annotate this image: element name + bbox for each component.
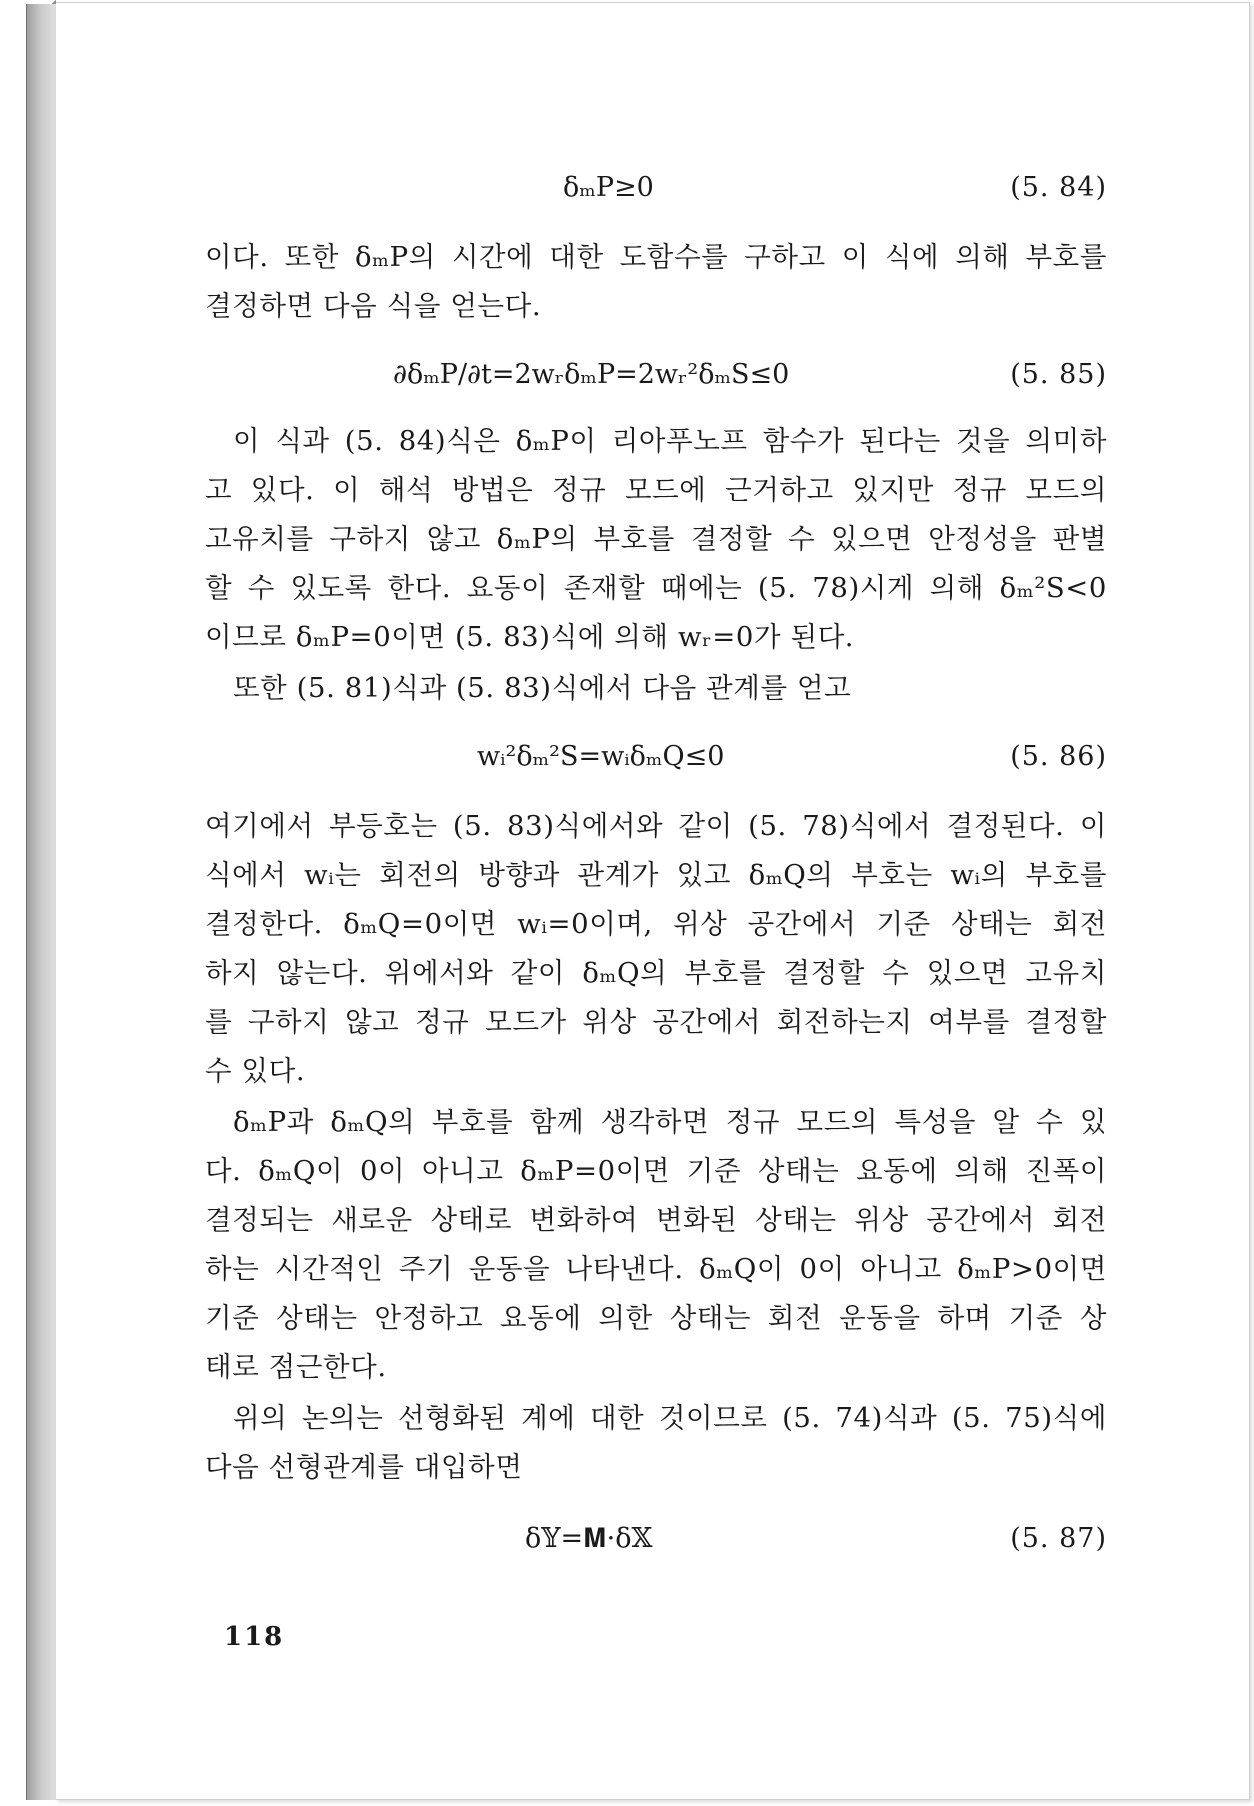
equation-expression: ∂δₘP/∂t=2wᵣδₘP=2wᵣ²δₘS≤0 <box>393 359 790 390</box>
text-line: 다. δₘQ이 0이 아니고 δₘP=0이면 기준 상태는 요동에 의해 진폭이 <box>205 1155 1107 1187</box>
text-line: 태로 점근한다. <box>205 1351 387 1383</box>
page-number: 118 <box>224 1622 285 1652</box>
equation-5-87 <box>205 1519 1107 1559</box>
equation-expression: δₘP≥0 <box>563 172 654 203</box>
paragraph-1 <box>205 233 1107 331</box>
paragraph-5 <box>205 1098 1107 1392</box>
text-line: 또한 (5. 81)식과 (5. 83)식에서 다음 관계를 얻고 <box>233 672 852 704</box>
text-line: 결정하면 다음 식을 얻는다. <box>205 290 542 322</box>
text-line: 식에서 wᵢ는 회전의 방향과 관계가 있고 δₘQ의 부호는 wᵢ의 부호를 <box>205 859 1107 891</box>
text-line: 이므로 δₘP=0이면 (5. 83)식에 의해 wᵣ=0가 된다. <box>205 621 855 653</box>
equation-5-85 <box>205 355 1107 395</box>
text-line: δₘP과 δₘQ의 부호를 함께 생각하면 정규 모드의 특성을 알 수 있 <box>233 1106 1107 1138</box>
paragraph-2 <box>205 417 1107 662</box>
text-line: 수 있다. <box>205 1055 306 1087</box>
equation-number: (5. 85) <box>1010 359 1107 390</box>
text-line: 다음 선형관계를 대입하면 <box>205 1451 523 1483</box>
book-spine <box>26 4 57 1800</box>
text-line: 이다. 또한 δₘP의 시간에 대한 도함수를 구하고 이 식에 의해 부호를 <box>205 241 1107 273</box>
equation-number: (5. 84) <box>1010 172 1107 203</box>
paragraph-6 <box>205 1394 1107 1492</box>
equation-expression: δ𝕐=𝐌·δ𝕏 <box>525 1523 653 1554</box>
equation-number: (5. 86) <box>1010 741 1107 772</box>
text-line: 고유치를 구하지 않고 δₘP의 부호를 결정할 수 있으면 안정성을 판별 <box>205 523 1107 555</box>
text-line: 고 있다. 이 해석 방법은 정규 모드에 근거하고 있지만 정규 모드의 <box>205 474 1107 506</box>
text-line: 여기에서 부등호는 (5. 83)식에서와 같이 (5. 78)식에서 결정된다. 이 <box>205 810 1107 842</box>
paragraph-4 <box>205 802 1107 1096</box>
text-line: 위의 논의는 선형화된 계에 대한 것이므로 (5. 74)식과 (5. 75)식에 <box>233 1402 1107 1434</box>
text-line: 기준 상태는 안정하고 요동에 의한 상태는 회전 운동을 하며 기준 상 <box>205 1302 1107 1334</box>
text-line: 를 구하지 않고 정규 모드가 위상 공간에서 회전하는지 여부를 결정할 <box>205 1006 1107 1038</box>
text-line: 이 식과 (5. 84)식은 δₘP이 리아푸노프 함수가 된다는 것을 의미하 <box>233 425 1107 457</box>
equation-5-86 <box>205 737 1107 777</box>
text-line: 하는 시간적인 주기 운동을 나타낸다. δₘQ이 0이 아니고 δₘP>0이면 <box>205 1253 1107 1285</box>
equation-5-84 <box>205 168 1107 208</box>
equation-number: (5. 87) <box>1010 1523 1107 1554</box>
text-line: 할 수 있도록 한다. 요동이 존재할 때에는 (5. 78)시게 의해 δₘ²S<0 <box>205 572 1107 604</box>
text-line: 결정되는 새로운 상태로 변화하여 변화된 상태는 위상 공간에서 회전 <box>205 1204 1107 1236</box>
text-line: 결정한다. δₘQ=0이면 wᵢ=0이며, 위상 공간에서 기준 상태는 회전 <box>205 908 1107 940</box>
paragraph-3 <box>205 664 1107 713</box>
equation-expression: wᵢ²δₘ²S=wᵢδₘQ≤0 <box>477 741 725 772</box>
text-line: 하지 않는다. 위에서와 같이 δₘQ의 부호를 결정할 수 있으면 고유치 <box>205 957 1107 989</box>
